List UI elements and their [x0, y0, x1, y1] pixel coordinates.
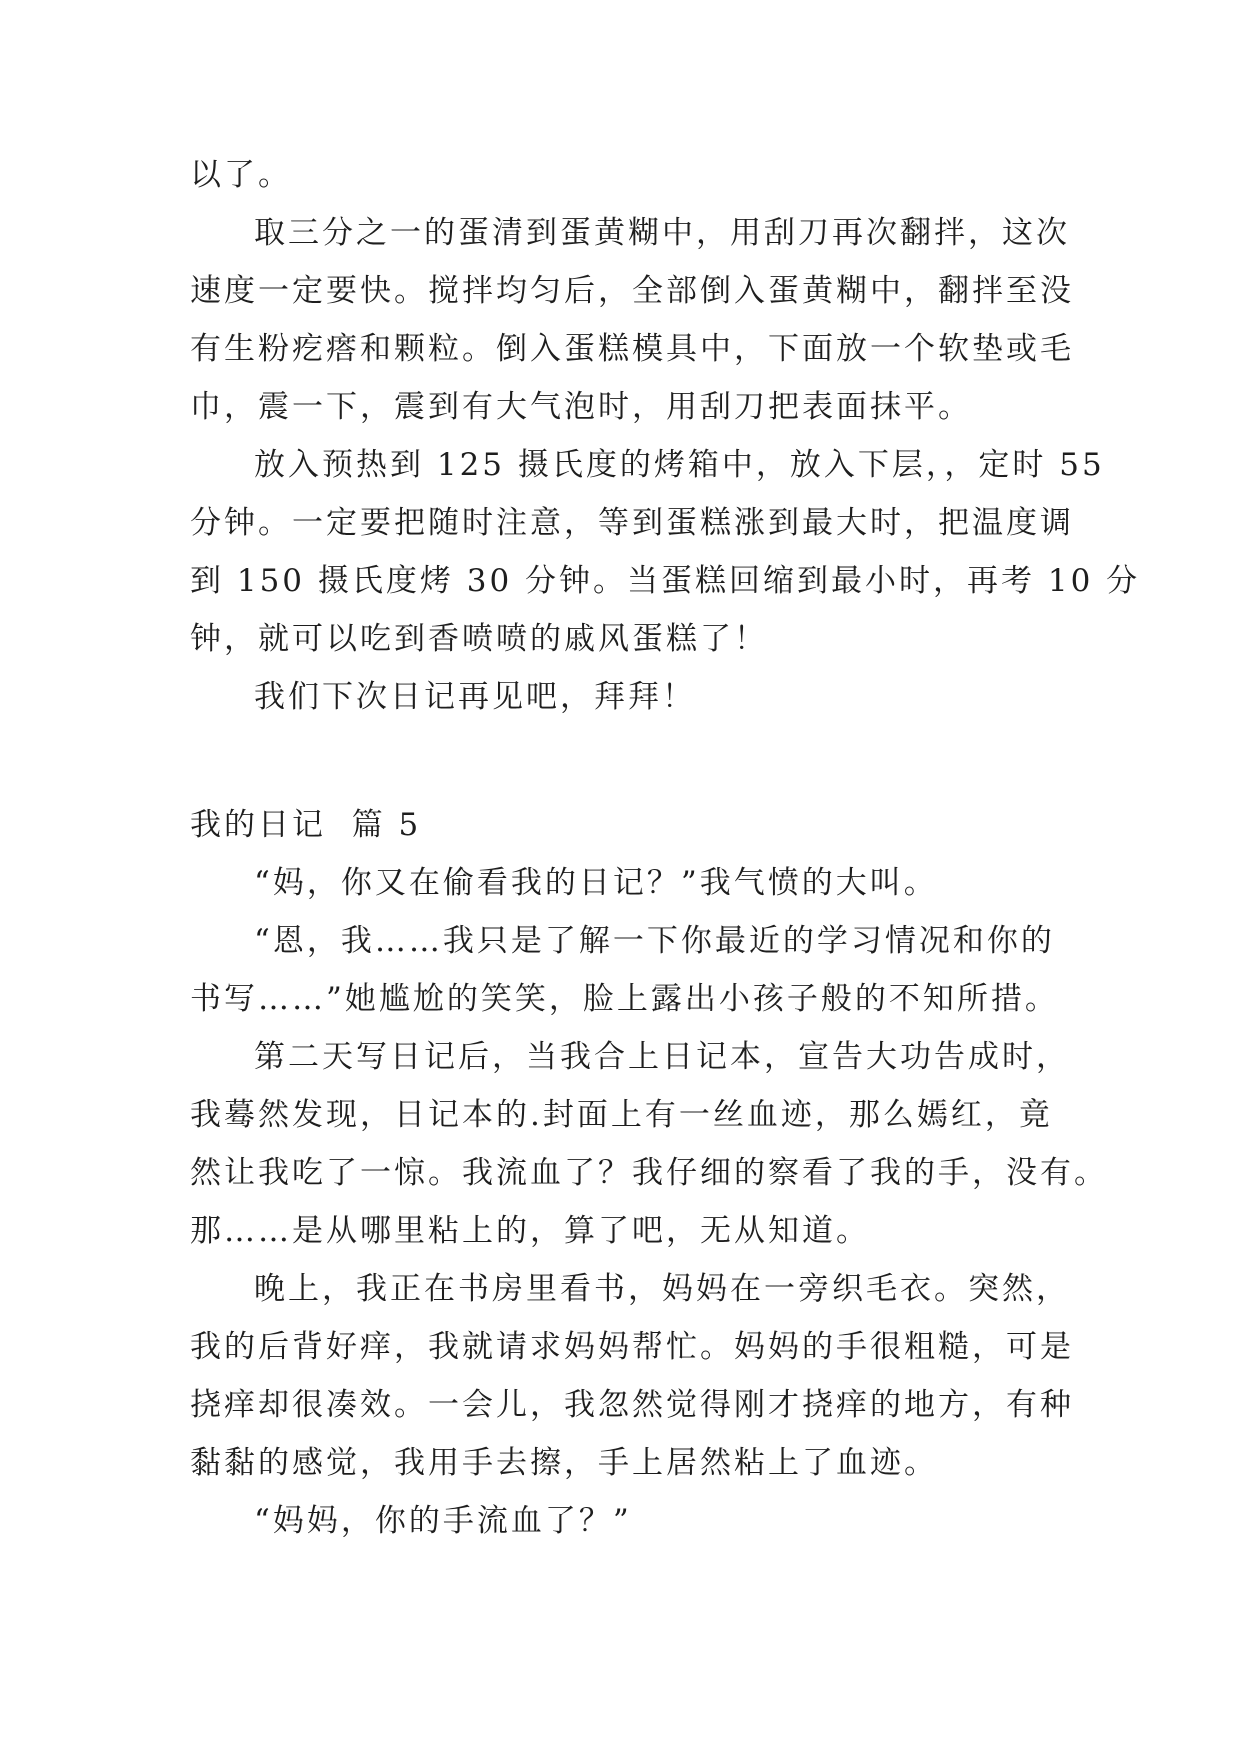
text-line: 第二天写日记后，当我合上日记本，宣告大功告成时，	[254, 1039, 1070, 1075]
text-line: 到 150 摄氏度烤 30 分钟。当蛋糕回缩到最小时，再考 10 分	[190, 563, 1141, 599]
text-line: 放入预热到 125 摄氏度的烤箱中，放入下层，，定时 55	[254, 447, 1105, 483]
text-line: 巾，震一下，震到有大气泡时，用刮刀把表面抹平。	[190, 389, 972, 425]
paragraph-evening	[190, 1260, 1074, 1492]
paragraph-mom-reply	[190, 912, 1070, 1028]
text-line: 速度一定要快。搅拌均匀后，全部倒入蛋黄糊中，翻拌至没	[190, 273, 1074, 309]
text-line: 有生粉疙瘩和颗粒。倒入蛋糕模具中，下面放一个软垫或毛	[190, 331, 1074, 367]
continuation-paragraph	[190, 146, 1070, 204]
paragraph-baking	[190, 436, 1141, 668]
text-line: 黏黏的感觉，我用手去擦，手上居然粘上了血迹。	[190, 1445, 938, 1481]
text-line: “妈妈，你的手流血了？”	[254, 1503, 632, 1539]
paragraph-question	[190, 1492, 1070, 1550]
text-line: “恩，我……我只是了解一下你最近的学习情况和你的	[254, 923, 1055, 959]
text-line: 分钟。一定要把随时注意，等到蛋糕涨到最大时，把温度调	[190, 505, 1074, 541]
text-line: “妈，你又在偷看我的日记？”我气愤的大叫。	[254, 865, 938, 901]
text-line: 挠痒却很凑效。一会儿，我忽然觉得刚才挠痒的地方，有种	[190, 1387, 1074, 1423]
text-line: 钟，就可以吃到香喷喷的戚风蛋糕了！	[190, 621, 768, 657]
text-line: 我们下次日记再见吧，拜拜！	[254, 679, 696, 715]
paragraph-goodbye	[190, 668, 1070, 726]
section-title	[190, 796, 1070, 854]
paragraph-meringue-folding	[190, 204, 1074, 436]
text-line: 我蓦然发现，日记本的.封面上有一丝血迹，那么嫣红，竟	[190, 1097, 1053, 1133]
section-title-text: 我的日记 篇 5	[190, 807, 422, 843]
text-line: 书写……”她尴尬的笑笑，脸上露出小孩子般的不知所措。	[190, 981, 1059, 1017]
text-line: 然让我吃了一惊。我流血了？我仔细的察看了我的手，没有。	[190, 1155, 1108, 1191]
paragraph-mom-reading	[190, 854, 1070, 912]
text-line: 我的后背好痒，我就请求妈妈帮忙。妈妈的手很粗糙，可是	[190, 1329, 1074, 1365]
paragraph-blood-stain	[190, 1028, 1108, 1260]
text-line: 以了。	[190, 157, 292, 193]
text-line: 晚上，我正在书房里看书，妈妈在一旁织毛衣。突然，	[254, 1271, 1070, 1307]
text-line: 那……是从哪里粘上的，算了吧，无从知道。	[190, 1213, 870, 1249]
text-line: 取三分之一的蛋清到蛋黄糊中，用刮刀再次翻拌，这次	[254, 215, 1070, 251]
